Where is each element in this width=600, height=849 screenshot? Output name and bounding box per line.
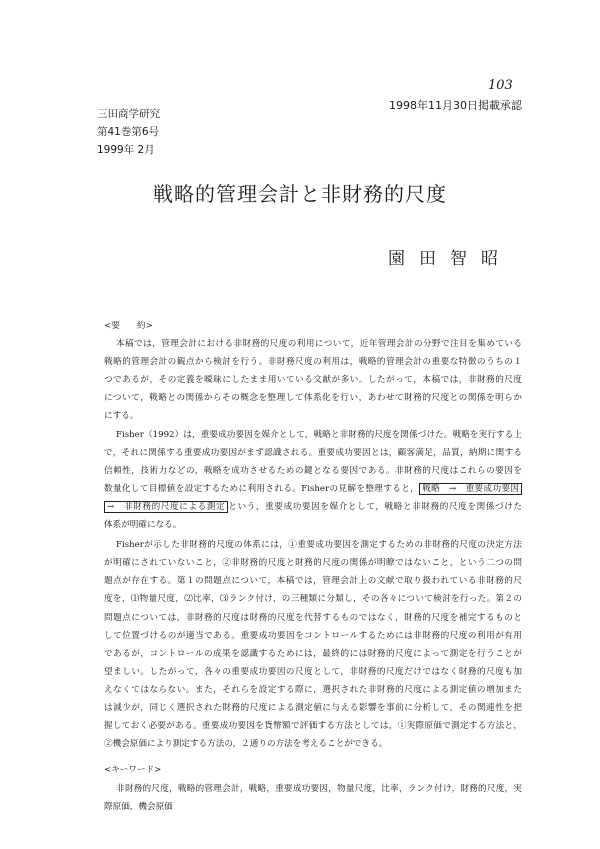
text-line: について，戦略との関係からその概念を整理して体系化を行い，あわせて財務的尺度との関係を明らか (104, 393, 522, 404)
keywords-line: 非財務的尺度，戦略的管理会計，戦略，重要成功要因，物量尺度，比率，ランク付け，財務的尺度，実 (116, 784, 522, 795)
author-name: 園田智昭 (388, 249, 512, 269)
text-segment: 数量化して目標値を設定するために利用される。Fisherの見解を整理すると， (104, 483, 420, 494)
text-line: で，それに関係する重要成功要因がまず認識される。重要成功要因とは，顧客満足，品質，納期に関する (104, 447, 522, 458)
page-number: 103 (488, 78, 513, 93)
text-segment: という，重要成功要因を媒介として，戦略と非財務的尺度を関係づけた (228, 501, 522, 512)
text-line: 問題点については，非財務的尺度は財務的尺度を代替するものではなく，財務的尺度を補完するものと (104, 612, 522, 623)
text-line: 体系が明確になる。 (104, 520, 182, 530)
text-line: にする。 (104, 411, 139, 422)
text-line: 本稿では，管理会計における非財務的尺度の利用について，近年管理会計の分野で注目を集めている (116, 339, 522, 349)
text-line: して位置づけるのが適当である。重要成功要因をコントロールするためには非財務的尺度の利用が有用 (104, 630, 522, 641)
text-line (104, 481, 522, 497)
text-line: 信頼性，技術力などの，戦略を成功させるための鍵となる要因である。非財務的尺度はこれらの要因を (104, 465, 522, 476)
journal-volume: 第41巻第6号 (97, 126, 160, 138)
abstract-label: <要 約> (104, 321, 153, 331)
journal-date: 1999年 2月 (97, 144, 155, 156)
paper-title: 戦略的管理会計と非財務的尺度 (153, 182, 447, 206)
text-line: 度を，⑴物量尺度，⑵比率，⑶ランク付け，の三種類に分類し，その各々について検討を行った。第２の (104, 594, 522, 605)
text-line: ②機会原価により測定する方法の，２通りの方法を考えることができる。 (104, 739, 388, 750)
journal-name: 三田商学研究 (97, 108, 160, 120)
acceptance-date: 1998年11月30日掲載承認 (389, 99, 522, 112)
text-line: Fisher（1992）は，重要成功要因を媒介として，戦略と非財務的尺度を関係づけた。戦略を実行する上 (116, 429, 522, 440)
text-line: 題点が存在する。第１の問題点について，本稿では，管理会計上の文献で取り扱われている非財務的尺 (104, 576, 522, 587)
boxed-framework: 戦略 → 重要成功要因 (419, 483, 522, 495)
text-line: 戦略的管理会計の観点から検討を行う。非財務尺度の利用は，戦略的管理会計の重要な特徴のうちの１ (104, 357, 522, 368)
text-line (104, 499, 522, 515)
text-line: Fisherが示した非財務的尺度の体系には，①重要成功要因を測定するための非財務的尺度の決定方法 (116, 540, 522, 551)
text-line: 望ましい。したがって，各々の重要成功要因の尺度として，非財務的尺度だけではなく財務的尺度も加 (104, 666, 522, 677)
keywords-line: 際原価，機会原価 (104, 802, 173, 813)
text-line: は減少が，同じく選択された財務的尺度による測定値に与える影響を事前に分析して，その関連性を把 (104, 703, 522, 713)
text-line: が明確にされていないこと，②非財務的尺度と財務的尺度の関係が明瞭ではないこと，という二つの問 (104, 558, 522, 569)
boxed-framework: → 非財務的尺度による測定 (104, 501, 228, 513)
text-line: であるが，コントロールの成果を認識するためには，最終的には財務的尺度によって測定を行うことが (104, 648, 522, 659)
text-line: つであるが，その定義を曖昧にしたまま用いている文献が多い。したがって，本稿では，非財務的尺度 (104, 375, 522, 386)
keywords-label: <キーワード> (104, 765, 162, 776)
text-line: えなくてはならない。また，それらを設定する際に，選択された非財務的尺度による測定値の増加また (104, 684, 522, 695)
text-line: 握しておく必要がある。重要成功要因を貨幣額で評価する方法としては，①実際原価で測定する方法と， (104, 721, 522, 732)
